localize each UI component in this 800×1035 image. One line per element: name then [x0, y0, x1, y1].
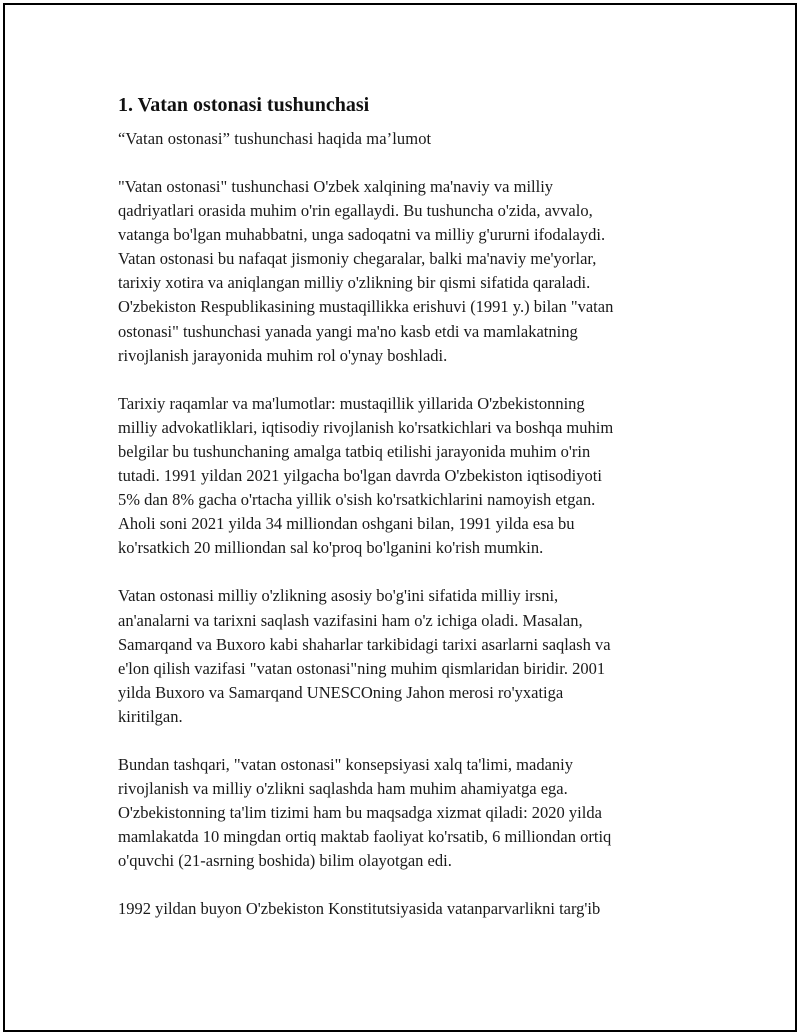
text-line: 1992 yildan buyon O'zbekiston Konstitutsiyasida vatanparvarlikni targ'ib — [118, 899, 601, 919]
paragraph-5 — [118, 897, 678, 921]
text-line: Tarixiy raqamlar va ma'lumotlar: mustaqillik yillarida O'zbekistonning — [118, 393, 585, 413]
text-line: ostonasi" tushunchasi yanada yangi ma'no kasb etdi va mamlakatning — [118, 321, 578, 341]
text-line: ko'rsatkich 20 milliondan sal ko'proq bo'lganini ko'rish mumkin. — [118, 538, 544, 558]
text-line: O'zbekistonning ta'lim tizimi ham bu maqsadga xizmat qiladi: 2020 yilda — [118, 803, 602, 823]
text-line: an'analarni va tarixni saqlash vazifasini ham o'z ichiga oladi. Masalan, — [118, 610, 583, 630]
text-line: qadriyatlari orasida muhim o'rin egallaydi. Bu tushuncha o'zida, avvalo, — [118, 201, 593, 221]
text-line: "Vatan ostonasi" tushunchasi O'zbek xalqining ma'naviy va milliy — [118, 177, 554, 196]
text-line: Samarqand va Buxoro kabi shaharlar tarkibidagi tarixi asarlarni saqlash va — [118, 634, 611, 654]
paragraph-4 — [118, 753, 678, 873]
document-body — [118, 93, 678, 946]
text-line: o'quvchi (21-asrning boshida) bilim olayotgan edi. — [118, 851, 452, 871]
text-line: milliy advokatliklari, iqtisodiy rivojlanish ko'rsatkichlari va boshqa muhim — [118, 417, 614, 437]
text-line: rivojlanish jarayonida muhim rol o'ynay boshladi. — [118, 345, 448, 365]
text-line: 5% dan 8% gacha o'rtacha yillik o'sish ko'rsatkichlarini namoyish etgan. — [118, 490, 596, 510]
text-line: O'zbekiston Respublikasining mustaqillikka erishuvi (1991 y.) bilan "vatan — [118, 297, 614, 317]
text-line: kiritilgan. — [118, 706, 183, 726]
text-line: Vatan ostonasi milliy o'zlikning asosiy bo'g'ini sifatida milliy irsni, — [118, 586, 559, 606]
text-line: rivojlanish va milliy o'zlikni saqlashda ham muhim ahamiyatga ega. — [118, 779, 568, 799]
paragraph-2 — [118, 392, 678, 561]
text-line: belgilar bu tushunchaning amalga tatbiq etilishi jarayonida muhim o'rin — [118, 441, 591, 461]
text-line: yilda Buxoro va Samarqand UNESCOning Jahon merosi ro'yxatiga — [118, 682, 564, 702]
text-line: Vatan ostonasi bu nafaqat jismoniy chegaralar, balki ma'naviy me'yorlar, — [118, 249, 597, 269]
paragraph-1 — [118, 175, 678, 368]
text-line: tarixiy xotira va aniqlangan milliy o'zlikning bir qismi sifatida qaraladi. — [118, 273, 591, 293]
text-line: tutadi. 1991 yildan 2021 yilgacha bo'lgan davrda O'zbekiston iqtisodiyoti — [118, 466, 602, 486]
section-subtitle: “Vatan ostonasi” tushunchasi haqida ma’lumot — [118, 129, 432, 148]
paragraph-3 — [118, 584, 678, 729]
text-line: Bundan tashqari, "vatan ostonasi" konsepsiyasi xalq ta'limi, madaniy — [118, 754, 573, 774]
section-heading: 1. Vatan ostonasi tushunchasi — [118, 94, 370, 116]
text-line: Aholi soni 2021 yilda 34 milliondan oshgani bilan, 1991 yilda esa bu — [118, 514, 575, 534]
text-line: vatanga bo'lgan muhabbatni, unga sadoqatni va milliy g'ururni ifodalaydi. — [118, 225, 606, 245]
text-line: mamlakatda 10 mingdan ortiq maktab faoliyat ko'rsatib, 6 milliondan ortiq — [118, 827, 612, 847]
text-line: e'lon qilish vazifasi "vatan ostonasi"ning muhim qismlaridan biridir. 2001 — [118, 658, 606, 678]
